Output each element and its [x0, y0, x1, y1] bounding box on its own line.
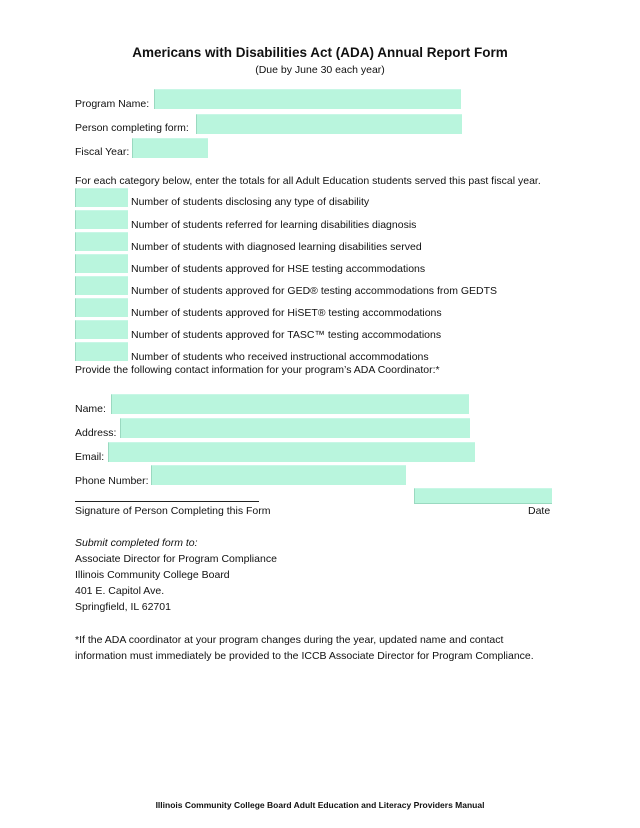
category-label-hse: Number of students approved for HSE testing accommodations [131, 263, 426, 275]
coordinator-intro: Provide the following contact information for your program’s ADA Coordinator:* [75, 364, 440, 376]
submit-line-street: 401 E. Capitol Ave. [75, 585, 165, 597]
submit-line-city: Springfield, IL 62701 [75, 601, 171, 613]
category-label-hiset: Number of students approved for HiSET® testing accommodations [131, 307, 442, 319]
category-label-diagnosed: Number of students with diagnosed learning disabilities served [131, 241, 422, 253]
count-field-diagnosed[interactable] [75, 232, 128, 251]
note-line-2: information must immediately be provided to the ICCB Associate Director for Program Compliance. [75, 650, 534, 662]
count-field-referred[interactable] [75, 210, 128, 229]
coordinator-name-field[interactable] [111, 394, 469, 414]
fiscal-year-label: Fiscal Year: [75, 146, 130, 158]
person-completing-label: Person completing form: [75, 122, 189, 134]
submit-line-director: Associate Director for Program Compliance [75, 553, 277, 565]
count-field-hiset[interactable] [75, 298, 128, 317]
coordinator-address-label: Address: [75, 427, 117, 439]
submit-line-board: Illinois Community College Board [75, 569, 230, 581]
program-name-field[interactable] [154, 89, 461, 109]
count-field-tasc[interactable] [75, 320, 128, 339]
signature-label: Signature of Person Completing this Form [75, 505, 271, 517]
note-line-1: *If the ADA coordinator at your program changes during the year, updated name and contact [75, 634, 504, 646]
page-title: Americans with Disabilities Act (ADA) Annual Report Form [132, 45, 508, 60]
program-name-label: Program Name: [75, 98, 150, 110]
category-label-tasc: Number of students approved for TASC™ testing accommodations [131, 329, 442, 341]
date-field[interactable] [414, 488, 552, 504]
coordinator-email-field[interactable] [108, 442, 475, 462]
category-label-referred: Number of students referred for learning disabilities diagnosis [131, 219, 417, 231]
category-label-disclosing: Number of students disclosing any type of disability [131, 196, 370, 208]
person-completing-field[interactable] [196, 114, 462, 134]
category-label-instructional: Number of students who received instructional accommodations [131, 351, 429, 363]
count-field-ged[interactable] [75, 276, 128, 295]
signature-line [75, 501, 259, 502]
coordinator-phone-field[interactable] [151, 465, 406, 485]
count-field-hse[interactable] [75, 254, 128, 273]
coordinator-email-label: Email: [75, 451, 105, 463]
categories-intro: For each category below, enter the totals for all Adult Education students served this past fiscal year. [75, 175, 541, 187]
coordinator-phone-label: Phone Number: [75, 475, 149, 487]
coordinator-name-label: Name: [75, 403, 106, 415]
submit-heading: Submit completed form to: [75, 537, 198, 549]
due-date-subtitle: (Due by June 30 each year) [255, 64, 385, 76]
page-footer: Illinois Community College Board Adult Education and Literacy Providers Manual [155, 800, 485, 810]
count-field-instructional[interactable] [75, 342, 128, 361]
count-field-disclosing[interactable] [75, 188, 128, 207]
date-label: Date [528, 505, 551, 517]
fiscal-year-field[interactable] [132, 138, 208, 158]
coordinator-address-field[interactable] [120, 418, 470, 438]
category-label-ged: Number of students approved for GED® testing accommodations from GEDTS [131, 285, 498, 297]
